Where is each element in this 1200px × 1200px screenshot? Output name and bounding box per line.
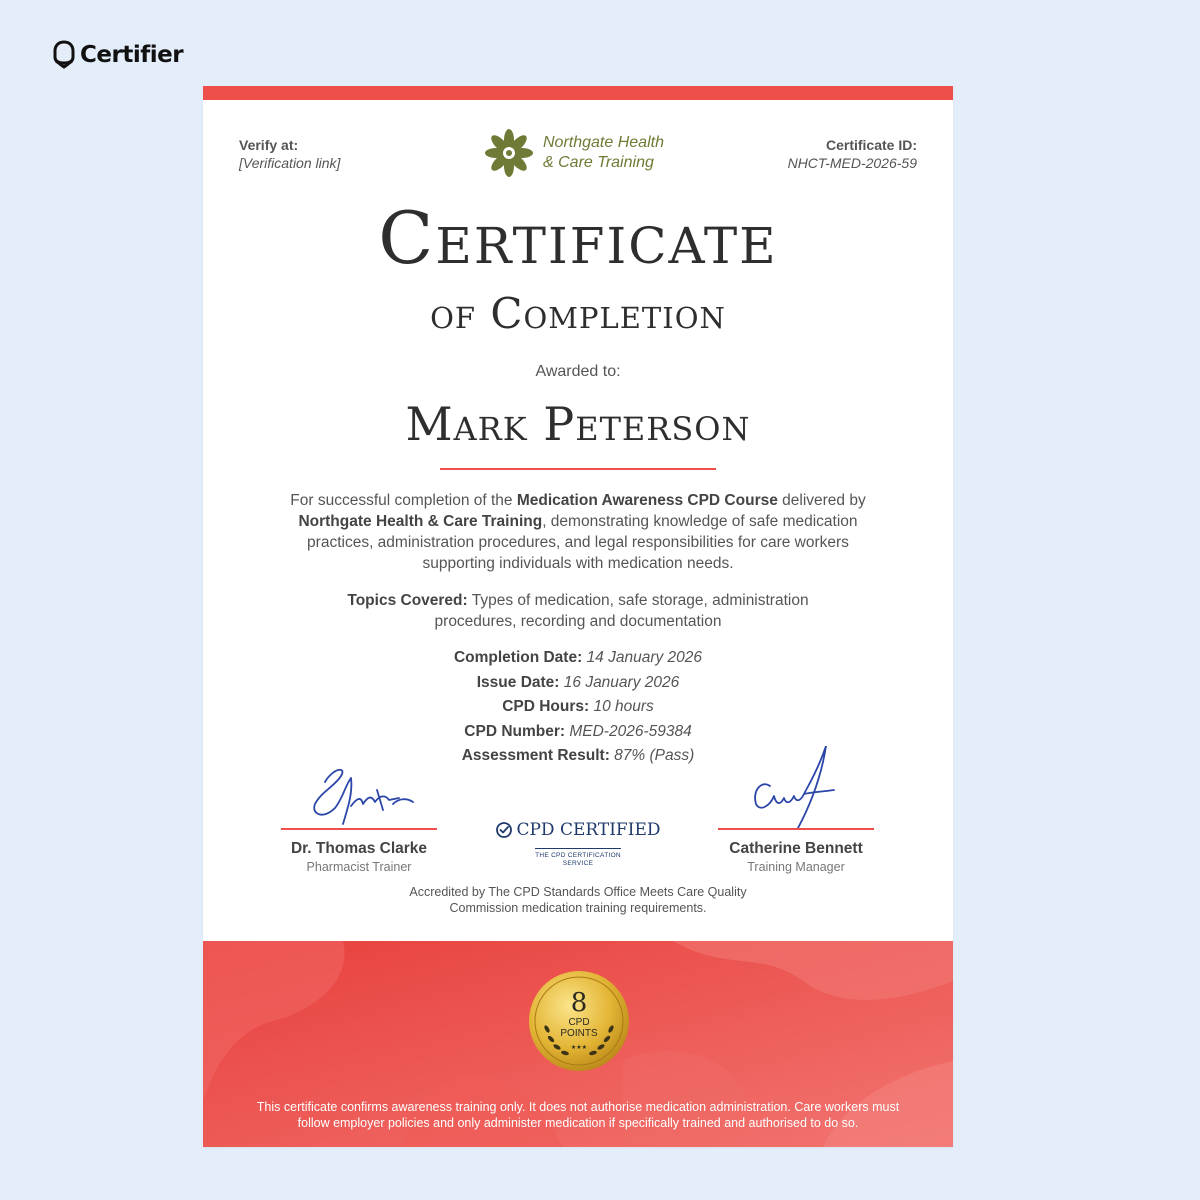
certifier-logo-icon	[52, 40, 76, 70]
disclaimer: This certificate confirms awareness training only. It does not authorise medication administration. Care workers must follow employer policies and only administer medication if specifically trained and authorised to do so.	[256, 1100, 900, 1130]
certificate-id-value: NHCT-MED-2026-59	[787, 155, 917, 171]
verify-link[interactable]: [Verification link]	[239, 155, 341, 171]
awarded-label: Awarded to:	[535, 363, 621, 380]
detail-issue-date: Issue Date: 16 January 2026	[476, 673, 680, 691]
certificate-subtitle: of Completion	[430, 289, 726, 338]
cpd-badge-subtitle-2: SERVICE	[562, 860, 594, 867]
cpd-badge-title: CPD CERTIFIED	[516, 820, 661, 840]
course-name: Medication Awareness CPD Course	[516, 492, 778, 509]
signatory-role: Training Manager	[747, 860, 845, 874]
certifier-brand	[52, 40, 183, 70]
org-name-line1: Northgate Health	[543, 134, 664, 151]
top-accent-band	[203, 86, 953, 100]
detail-assessment-result: Assessment Result: 87% (Pass)	[461, 747, 695, 764]
seal-number: 8	[570, 988, 588, 1018]
accreditation-note: Accredited by The CPD Standards Office Meets Care Quality Commission medication training requirements.	[409, 885, 747, 915]
recipient-name: Mark Peterson	[405, 397, 751, 451]
seal-stars: ★★★	[570, 1044, 588, 1051]
seal-line2: POINTS	[560, 1028, 598, 1039]
topics-label: Topics Covered:	[347, 592, 468, 609]
bottom-band	[203, 941, 953, 1147]
organization-logo	[483, 126, 664, 180]
signature-line	[281, 828, 437, 830]
signatory-right	[718, 746, 874, 874]
completion-description: For successful completion of the Medication Awareness CPD Course delivered by Northgate Health & Care Training, demonstrating knowledge of safe medication practices, administration procedures, and legal responsibilities for care workers supporting individuals with medication needs.	[290, 492, 866, 572]
detail-cpd-hours: CPD Hours: 10 hours	[502, 698, 654, 715]
cpd-points-seal	[527, 969, 631, 1073]
flower-logo-icon	[483, 126, 535, 180]
certificate	[203, 86, 953, 1147]
cpd-certified-badge	[495, 820, 661, 868]
detail-cpd-number: CPD Number: MED-2026-59384	[464, 722, 692, 740]
verify-block	[239, 136, 340, 172]
signatory-role: Pharmacist Trainer	[306, 860, 412, 874]
verify-label: Verify at:	[239, 137, 299, 153]
signatory-left	[281, 746, 437, 874]
signature-line	[718, 828, 874, 830]
signature-thomas-clarke	[281, 746, 437, 828]
signatory-name: Dr. Thomas Clarke	[290, 840, 428, 857]
certificate-id-block	[788, 136, 917, 172]
provider-name: Northgate Health & Care Training	[298, 513, 543, 530]
topics-covered	[313, 590, 843, 632]
cpd-badge-subtitle-1: THE CPD CERTIFICATION	[535, 852, 621, 859]
certificate-id-label: Certificate ID:	[825, 137, 917, 153]
signatory-name: Catherine Bennett	[729, 840, 863, 857]
topics-value: Types of medication, safe storage, administration procedures, recording and documentation	[434, 592, 809, 630]
signature-catherine-bennett	[718, 746, 874, 828]
org-name-line2: & Care Training	[543, 154, 654, 171]
cpd-badge-divider	[535, 848, 621, 849]
certificate-title: Certificate	[378, 196, 778, 280]
seal-line1: CPD	[568, 1017, 590, 1028]
check-circle-icon	[495, 821, 513, 839]
detail-completion-date: Completion Date: 14 January 2026	[453, 649, 703, 666]
recipient-underline	[440, 468, 716, 470]
brand-name: Certifier	[80, 42, 184, 68]
